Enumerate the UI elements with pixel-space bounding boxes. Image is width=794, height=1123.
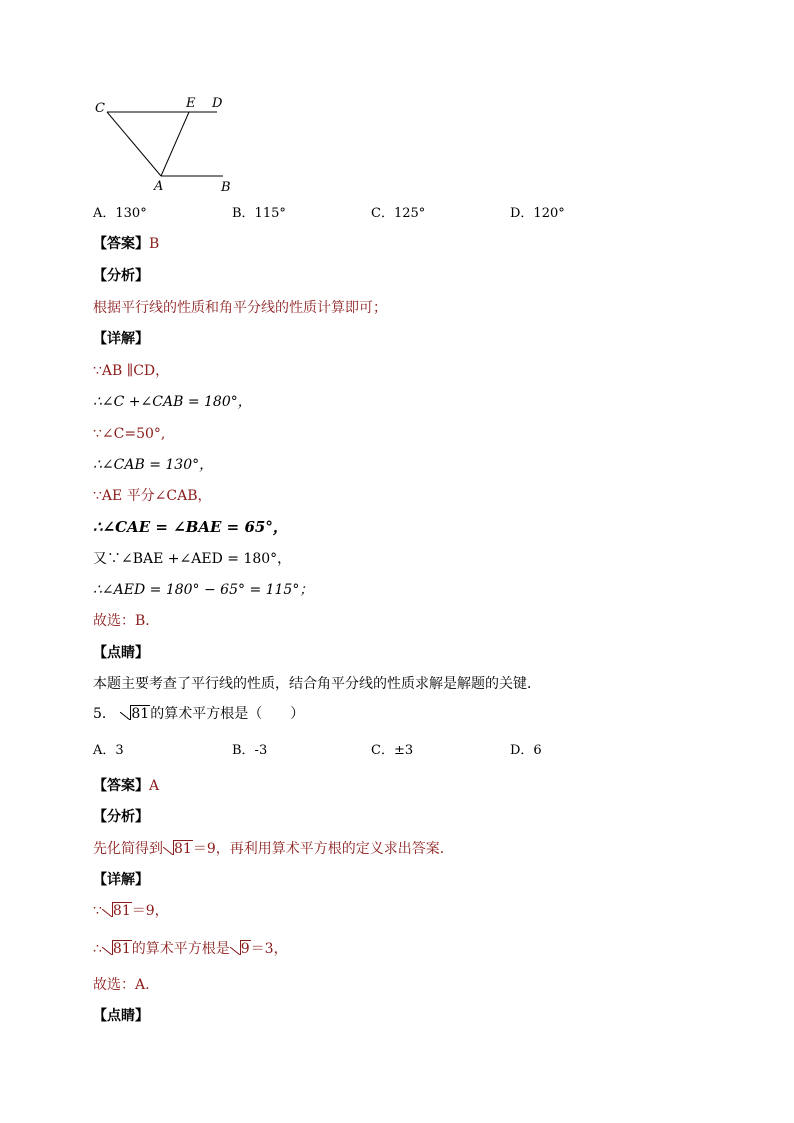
q5-stem: [93, 704, 304, 724]
q5-analysis-text: [93, 839, 444, 859]
q5-step-2: [93, 939, 288, 959]
q5-option-a: A．3: [93, 743, 124, 758]
label-c: C: [95, 101, 105, 116]
analysis-text-post: ＝9，再利用算术平方根的定义求出答案.: [192, 841, 445, 857]
q5-number: 5．: [93, 706, 116, 722]
step-text: ＝9，: [131, 903, 169, 919]
q4-step-2: ∴∠C +∠CAB = 180°，: [93, 394, 252, 410]
label-a: A: [154, 179, 164, 194]
step-text: ＝3，: [250, 941, 288, 957]
radicand: 81: [112, 941, 131, 957]
q5-option-d: D．6: [510, 743, 542, 758]
label-b: B: [221, 180, 231, 195]
q4-option-d: D．120°: [510, 206, 565, 221]
segment-ae: [161, 112, 189, 176]
q5-option-b: B．-3: [232, 743, 268, 758]
sqrt-symbol: [230, 939, 251, 959]
radicand: 81: [174, 841, 192, 857]
q4-comment-text: 本题主要考查了平行线的性质，结合角平分线的性质求解是解题的关键．: [93, 676, 541, 692]
q4-step-3: ∵∠C=50°,: [93, 426, 166, 442]
q4-detail-label: 【详解】: [93, 331, 149, 347]
radicand: 9: [240, 941, 250, 957]
parallel-lines-figure: [90, 92, 240, 197]
q4-conclusion: 故选：B．: [93, 613, 160, 629]
step-text: 的算术平方根是: [131, 941, 230, 957]
q4-option-a: A．130°: [93, 206, 147, 221]
label-e: E: [186, 96, 196, 111]
q5-conclusion: 故选：A.: [93, 977, 150, 993]
q4-comment-label: 【点睛】: [93, 645, 149, 661]
radicand: 81: [112, 903, 131, 919]
q5-step-1: [93, 901, 169, 921]
q5-detail-label: 【详解】: [93, 872, 149, 888]
because-symbol: ∵: [93, 903, 102, 919]
q4-step-8: ∴∠AED = 180° − 65° = 115°；: [93, 582, 314, 598]
q5-radicand: 81: [131, 706, 150, 722]
sqrt-symbol: [102, 939, 132, 959]
answer-value: A: [149, 778, 160, 794]
q5-stem-rest: 的算术平方根是（ ）: [150, 706, 305, 722]
q5-analysis-label: 【分析】: [93, 809, 149, 825]
label-d: D: [212, 96, 223, 111]
q4-step-5: ∵AE 平分∠CAB，: [93, 488, 212, 504]
analysis-text-pre: 先化简得到: [93, 841, 163, 857]
sqrt-symbol: [120, 704, 150, 724]
q4-analysis-text: 根据平行线的性质和角平分线的性质计算即可；: [93, 300, 387, 316]
q4-step-4: ∴∠CAB = 130°，: [93, 457, 214, 473]
q4-step-7: 又∵∠BAE +∠AED = 180°，: [93, 551, 292, 567]
answer-label: 【答案】: [93, 236, 149, 252]
q4-answer: [93, 234, 159, 254]
q4-option-c: C．125°: [371, 206, 426, 221]
answer-value: B: [149, 236, 160, 252]
sqrt-symbol: [163, 839, 193, 859]
q5-option-c: C．±3: [371, 743, 414, 758]
therefore-symbol: ∴: [93, 941, 102, 957]
q5-answer: [93, 776, 159, 796]
q4-step-6: ∴∠CAE = ∠BAE = 65°，: [93, 518, 288, 536]
q4-step-1: ∵AB ∥CD，: [93, 363, 170, 379]
q4-analysis-label: 【分析】: [93, 268, 149, 284]
q4-option-b: B．115°: [232, 206, 286, 221]
answer-label: 【答案】: [93, 778, 149, 794]
segment-ca: [107, 112, 161, 176]
q5-comment-label: 【点睛】: [93, 1008, 149, 1024]
sqrt-symbol: [102, 901, 132, 921]
